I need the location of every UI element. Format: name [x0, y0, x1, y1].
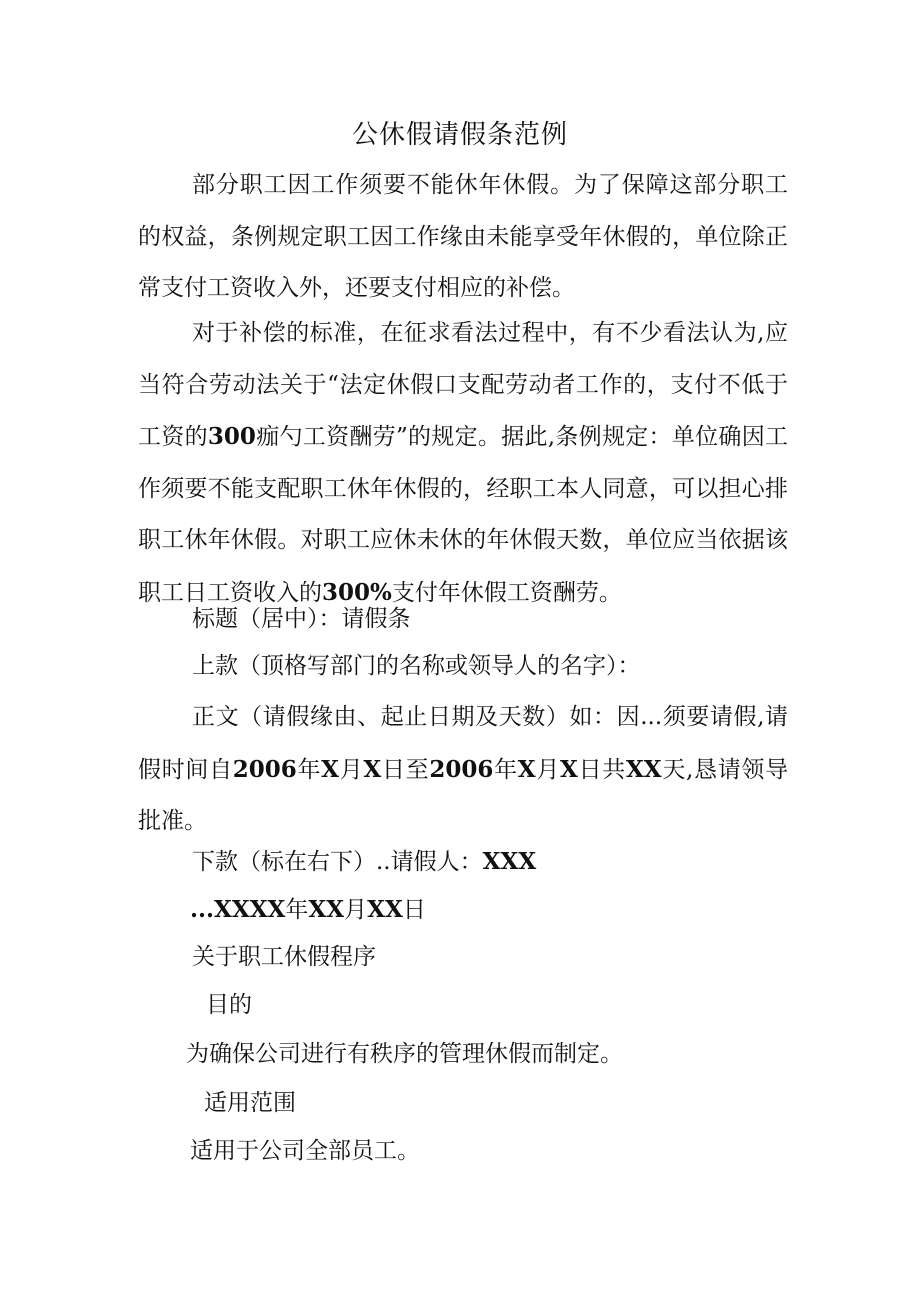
line-upper-salutation: 上款（顶格写部门的名称或领导人的名字）： [192, 653, 641, 679]
bold-day: X [560, 755, 578, 783]
date-unit: 日 [402, 897, 426, 923]
paragraph-text-part: 月 [535, 756, 561, 783]
paragraph-text-part: 对于补偿的标准，在征求看法过程中，有不少看法认为,应当符合劳动法关于“法定休假口支配劳动者工作的，支付不低于工资的 [138, 320, 788, 450]
paragraph-text-part: 支付年休假工资酬劳。 [391, 579, 622, 606]
bold-year: 2006 [232, 755, 297, 783]
bold-month: X [517, 755, 536, 783]
paragraph-text-part: 正文（请假缘由、起止日期及天数）如：因...须要请假,请假时间自 [138, 704, 788, 783]
paragraph-text: 部分职工因工作须要不能休年休假。为了保障这部分职工的权益，条例规定职工因工作缘由未能享受年休假的，单位除正常支付工资收入外，还要支付相应的补偿。 [138, 172, 788, 301]
heading-purpose: 目的 [206, 992, 252, 1018]
paragraph-compensation-intro [138, 160, 788, 315]
paragraph-text-part: 日至 [381, 756, 430, 783]
bold-month: X [321, 755, 340, 783]
text-scope: 适用于公司全部员工。 [190, 1138, 420, 1164]
heading-scope: 适用范围 [204, 1090, 296, 1116]
paragraph-text-part: 年 [493, 756, 518, 783]
date-year-placeholder: ...XXXX [190, 896, 286, 923]
date-unit: 年 [285, 897, 309, 923]
line-title-format: 标题（居中）：请假条 [192, 606, 411, 632]
paragraph-text-part: 年 [296, 756, 322, 783]
bold-day: X [363, 755, 382, 783]
bold-number: 300 [207, 423, 256, 450]
applicant-placeholder: XXX [482, 848, 537, 875]
date-day-placeholder: XX [367, 896, 403, 923]
date-month-placeholder: XX [308, 896, 345, 923]
text-purpose: 为确保公司进行有秩序的管理休假而制定。 [186, 1041, 623, 1067]
paragraph-text-part: 天,恳请领导批准。 [138, 756, 789, 834]
paragraph-text-part: 日共 [577, 756, 626, 783]
date-unit: 月 [344, 897, 368, 923]
paragraph-text-part: 痂勺工资酬劳”的规定。据此,条例规定：单位确因工作须要不能支配职工休年休假的，经职工本人同意，可以担心排职工休年休假。对职工应休未休的年休假天数，单位应当依据该职工日工资收入的 [138, 424, 789, 606]
paragraph-compensation-standard [138, 308, 788, 619]
bold-percent: 300% [322, 578, 392, 606]
line-date [190, 887, 426, 933]
line-lower-signature [192, 839, 536, 885]
bold-year: 2006 [429, 755, 494, 783]
heading-leave-procedure: 关于职工休假程序 [192, 944, 376, 970]
paragraph-body-format [138, 692, 788, 848]
line-text-part: 下款（标在右下）..请假人： [192, 849, 483, 875]
paragraph-text-part: 月 [339, 756, 364, 783]
bold-days-count: XX [625, 755, 662, 783]
page-title: 公休假请假条范例 [351, 120, 568, 150]
